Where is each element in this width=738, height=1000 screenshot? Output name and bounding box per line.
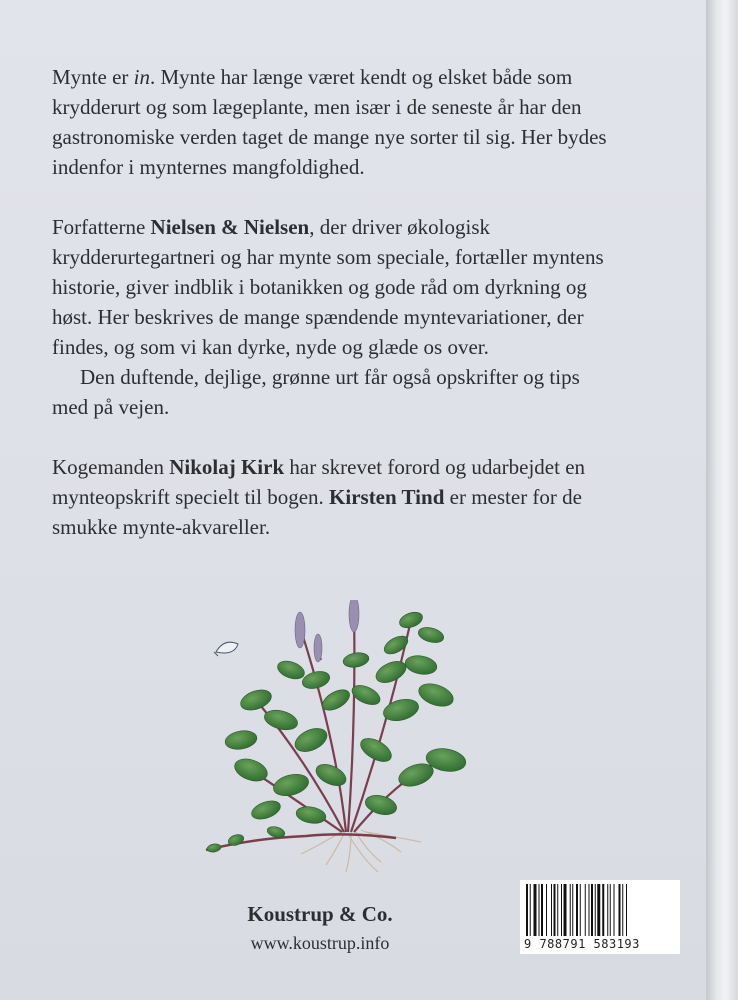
- barcode-bar: [551, 884, 552, 936]
- blurb-text: [52, 62, 612, 572]
- blurb-paragraph-3: Den duftende, dejlige, grønne urt får også opskrifter og tips med på vejen.: [52, 365, 580, 419]
- barcode-bar: [546, 884, 547, 936]
- publisher-info: [200, 902, 440, 954]
- barcode-bar: [580, 884, 581, 936]
- barcode-bar: [595, 884, 596, 936]
- barcode-bar: [557, 884, 558, 936]
- blurb-paragraph-4: Kogemanden Nikolaj Kirk har skrevet forord og udarbejdet en mynteopskrift specielt til bogen. Kirsten Tind er mester for de smukke mynte-akvareller.: [52, 455, 586, 539]
- barcode-bar: [610, 884, 611, 936]
- barcode-bar: [570, 884, 571, 936]
- barcode-bar: [526, 884, 528, 936]
- blurb-paragraph-2: Forfatterne Nielsen & Nielsen, der driver økologisk krydderurtegartneri og har mynte som speciale, fortæller myntens historie, giver indblik i botanikken og gode råd om dyrkning og høst. Her beskrives de mange spændende myntevariationer, der findes, og som vi kan dyrke, nyde og glæde os over.: [52, 215, 604, 359]
- barcode-bar: [597, 884, 600, 936]
- barcode-bar: [561, 884, 562, 936]
- barcode-bar: [614, 884, 615, 936]
- blurb-paragraph-1: Mynte er in. Mynte har længe været kendt og elsket både som krydderurt og som lægeplante, men især i de seneste år har den gastronomiske verden taget de mange nye sorter til sig. Her bydes indenfor i mynternes mangfoldighed.: [52, 65, 607, 179]
- barcode-bar: [607, 884, 608, 936]
- barcode-bar: [619, 884, 621, 936]
- publisher-url: www.koustrup.info: [250, 933, 390, 953]
- barcode-bar: [554, 884, 556, 936]
- bold-name: Kirsten Tind: [329, 485, 445, 509]
- barcode-bar: [626, 884, 627, 936]
- publisher-name: Koustrup & Co.: [247, 902, 393, 926]
- barcode-bar: [534, 884, 537, 936]
- bold-name: Nielsen & Nielsen: [150, 215, 310, 239]
- barcode-bar: [530, 884, 531, 936]
- isbn-digits: 9 788791 583193: [524, 937, 640, 951]
- barcode-bar: [602, 884, 604, 936]
- barcode-bar: [589, 884, 590, 936]
- isbn-barcode-icon: [520, 880, 680, 954]
- barcode-bar: [622, 884, 623, 936]
- barcode-bar: [585, 884, 586, 936]
- barcode-bar: [564, 884, 567, 936]
- barcode-bar: [541, 884, 543, 936]
- barcode-bar: [539, 884, 540, 936]
- bold-name: Nikolaj Kirk: [169, 455, 285, 479]
- cover-edge: [706, 0, 738, 1000]
- barcode-bar: [576, 884, 578, 936]
- barcode-bar: [572, 884, 573, 936]
- italic-word: in: [133, 65, 150, 89]
- barcode-bar: [591, 884, 593, 936]
- mint-plant-illustration: [196, 600, 486, 880]
- barcode-bars: [524, 884, 676, 936]
